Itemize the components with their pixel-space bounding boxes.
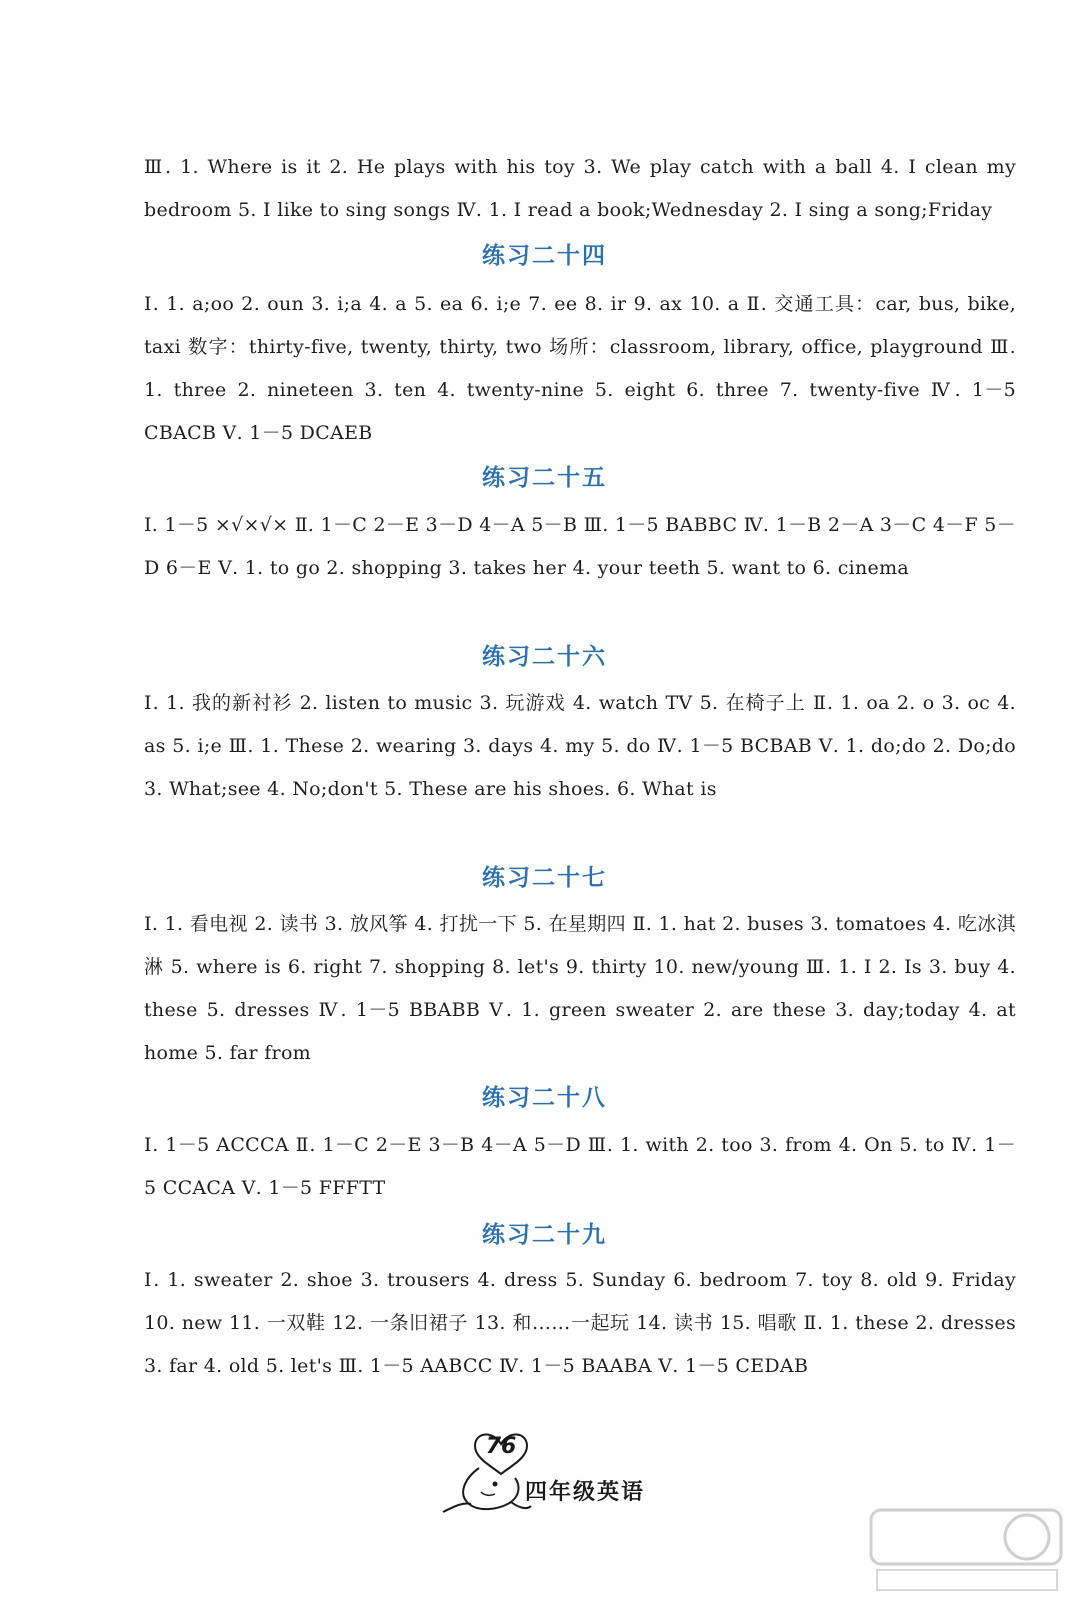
section-6-body: Ⅰ. 1. sweater 2. shoe 3. trousers 4. dress 5. Sunday 6. bedroom 7. toy 8. old 9. Friday 10. new 11. 一双鞋 12. 一条旧裙子 13. 和……一起玩 14. 读书 15. 唱歌 Ⅱ. 1. these 2. dresses 3. far 4. old 5. let's Ⅲ. 1－5 AABCC Ⅳ. 1－5 BAABA Ⅴ. 1－5 CEDAB xyxy=(144,1269,1016,1377)
page-number: 76 xyxy=(485,1434,517,1459)
watermark-stamp-icon xyxy=(867,1504,1067,1594)
section-2-title: 练习二十五 xyxy=(482,465,607,491)
section-3-title: 练习二十六 xyxy=(482,644,607,670)
section-4-body: Ⅰ. 1. 看电视 2. 读书 3. 放风筝 4. 打扰一下 5. 在星期四 Ⅱ. 1. hat 2. buses 3. tomatoes 4. 吃冰淇淋 5. where is 6. right 7. shopping 8. let's 9. thirty 10. new/young Ⅲ. 1. I 2. Is 3. buy 4. these 5. dresses Ⅳ. 1－5 BBABB Ⅴ. 1. green sweater 2. are these 3. day;today 4. at home 5. far from xyxy=(144,913,1016,1064)
section-1-title: 练习二十四 xyxy=(482,243,607,269)
section-1-body: Ⅰ. 1. a;oo 2. oun 3. i;a 4. a 5. ea 6. i;e 7. ee 8. ir 9. ax 10. a Ⅱ. 交通工具：car, bus, bike, taxi 数字：thirty-five, twenty, thirty, two 场所：classroom, library, office, playground Ⅲ. 1. three 2. nineteen 3. ten 4. twenty-nine 5. eight 6. three 7. twenty-five Ⅳ. 1－5 CBACB Ⅴ. 1－5 DCAEB xyxy=(144,293,1016,444)
section-6-title: 练习二十九 xyxy=(482,1222,607,1248)
section-4-title: 练习二十七 xyxy=(482,865,607,891)
book-title: 四年级英语 xyxy=(525,1480,646,1505)
section-0-body: Ⅲ. 1. Where is it 2. He plays with his toy 3. We play catch with a ball 4. I clean my bedroom 5. I like to sing songs Ⅳ. 1. I read a book;Wednesday 2. I sing a song;Friday xyxy=(144,156,1016,221)
section-3-body: Ⅰ. 1. 我的新衬衫 2. listen to music 3. 玩游戏 4. watch TV 5. 在椅子上 Ⅱ. 1. oa 2. o 3. oc 4. as 5. i;e Ⅲ. 1. These 2. wearing 3. days 4. my 5. do Ⅳ. 1－5 BCBAB Ⅴ. 1. do;do 2. Do;do 3. What;see 4. No;don't 5. These are his shoes. 6. What is xyxy=(144,692,1016,800)
section-5-body: Ⅰ. 1－5 ACCCA Ⅱ. 1－C 2－E 3－B 4－A 5－D Ⅲ. 1. with 2. too 3. from 4. On 5. to Ⅳ. 1－5 CCACA Ⅴ. 1－5 FFFTT xyxy=(144,1134,1016,1199)
section-5-title: 练习二十八 xyxy=(482,1085,607,1111)
section-2-body: Ⅰ. 1－5 ×√×√× Ⅱ. 1－C 2－E 3－D 4－A 5－B Ⅲ. 1－5 BABBC Ⅳ. 1－B 2－A 3－C 4－F 5－D 6－E Ⅴ. 1. to go 2. shopping 3. takes her 4. your teeth 5. want to 6. cinema xyxy=(144,514,1016,579)
page-footer xyxy=(435,1428,675,1518)
watermark-logo xyxy=(867,1504,1067,1594)
